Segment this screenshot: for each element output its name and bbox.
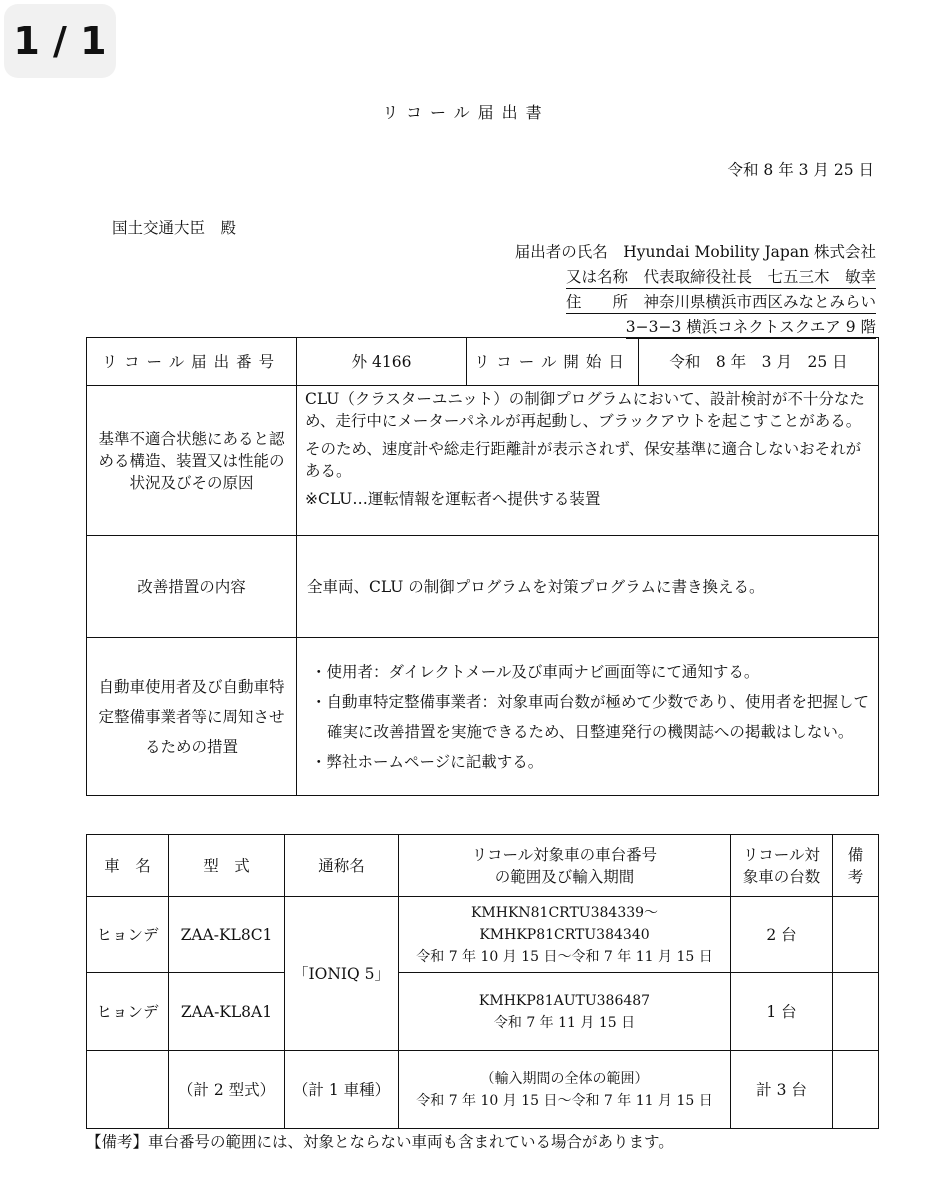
import-period: 令和 7 年 11 月 15 日: [493, 1014, 636, 1031]
notification-item-service: ・自動車特定整備事業者：対象車両台数が極めて少数であり、使用者を把握して確実に改善措置を実施できるため、日整連発行の機関誌への掲載はしない。: [311, 692, 870, 741]
header-common-name: 通称名: [285, 835, 399, 897]
table-row: [87, 973, 879, 1051]
notification-label: 自動車使用者及び自動車特定整備事業者等に周知させるための措置: [87, 638, 297, 796]
defect-description: [297, 386, 879, 536]
vehicle-model: ZAA-KL8C1: [169, 897, 285, 973]
vehicle-count: 1 台: [731, 973, 833, 1051]
vehicle-remarks: [833, 973, 879, 1051]
header-remarks: [833, 835, 879, 897]
total-count: 計 3 台: [731, 1051, 833, 1129]
defect-text-1: CLU（クラスターユニット）の制御プログラムにおいて、設計検討が不十分なため、走行中にメーターパネルが再起動し、ブラックアウトを起こすことがある。: [305, 390, 865, 430]
measure-description: 全車両、CLU の制御プログラムを対策プログラムに書き換える。: [297, 536, 879, 638]
notification-measures: [297, 638, 879, 796]
header-model: 型 式: [169, 835, 285, 897]
header-count-line-2: 象車の台数: [742, 867, 821, 886]
header-chassis-range-line-2: の範囲及び輸入期間: [494, 867, 635, 886]
vehicle-count: 2 台: [731, 897, 833, 973]
header-count-line-1: リコール対: [743, 845, 820, 864]
header-vehicle-count: [731, 835, 833, 897]
vehicle-name: ヒョンデ: [87, 897, 169, 973]
import-period: 令和 7 年 10 月 15 日〜令和 7 年 11 月 15 日: [416, 948, 713, 965]
total-name: [87, 1051, 169, 1129]
vehicle-table: [86, 834, 879, 1129]
filer-address-line-2: 3−3−3 横浜コネクトスクエア 9 階: [626, 315, 876, 339]
total-row: [87, 1051, 879, 1129]
vehicle-common-name: 「IONIQ 5」: [285, 897, 399, 1051]
header-chassis-range-line-1: リコール対象車の車台番号: [471, 845, 658, 864]
addressee: 国土交通大臣 殿: [112, 219, 237, 237]
footnote: 【備考】車台番号の範囲には、対象とならない車両も含まれている場合があります。: [86, 1133, 674, 1151]
page-indicator-badge: 1 / 1: [4, 4, 116, 78]
recall-number-label: リコール届出番号: [87, 338, 297, 386]
table-row: [87, 897, 879, 973]
recall-summary-table: [86, 337, 879, 796]
defect-label: 基準不適合状態にあると認める構造、装置又は性能の状況及びその原因: [87, 386, 297, 536]
total-import-period: 令和 7 年 10 月 15 日〜令和 7 年 11 月 15 日: [416, 1092, 713, 1109]
header-vehicle-name: 車 名: [87, 835, 169, 897]
total-range: [399, 1051, 731, 1129]
recall-number: 外 4166: [297, 338, 467, 386]
total-range-label: （輸入期間の全体の範囲）: [480, 1070, 649, 1087]
filer-address-line: 住 所 神奈川県横浜市西区みなとみらい: [566, 290, 876, 314]
defect-text-2: そのため、速度計や総走行距離計が表示されず、保安基準に適合しないおそれがある。: [305, 440, 862, 480]
header-chassis-range: [399, 835, 731, 897]
filer-representative-line: 又は名称 代表取締役社長 七五三木 敏幸: [566, 265, 876, 289]
recall-start-label: リコール開始日: [467, 338, 639, 386]
measure-label: 改善措置の内容: [87, 536, 297, 638]
header-remarks-line-1: 備: [847, 845, 864, 864]
notification-item-website: ・弊社ホームページに記載する。: [311, 752, 544, 771]
vehicle-model: ZAA-KL8A1: [169, 973, 285, 1051]
total-remarks: [833, 1051, 879, 1129]
document-title: リコール届出書: [382, 103, 550, 122]
chassis-numbers: KMHKP81AUTU386487: [478, 992, 651, 1009]
document-date: 令和 8 年 3 月 25 日: [727, 161, 874, 179]
total-common-names: （計 1 車種）: [285, 1051, 399, 1129]
vehicle-remarks: [833, 897, 879, 973]
defect-text-3: ※CLU…運転情報を運転者へ提供する装置: [305, 490, 601, 508]
chassis-range: [399, 897, 731, 973]
vehicle-name: ヒョンデ: [87, 973, 169, 1051]
filer-name-line: 届出者の氏名 Hyundai Mobility Japan 株式会社: [514, 243, 876, 261]
notification-item-users: ・使用者：ダイレクトメール及び車両ナビ画面等にて通知する。: [311, 662, 760, 681]
chassis-range: [399, 973, 731, 1051]
header-remarks-line-2: 考: [847, 867, 864, 886]
total-models: （計 2 型式）: [169, 1051, 285, 1129]
recall-start-date: 令和 8 年 3 月 25 日: [639, 338, 879, 386]
chassis-numbers: KMHKN81CRTU384339〜KMHKP81CRTU384340: [470, 904, 659, 943]
